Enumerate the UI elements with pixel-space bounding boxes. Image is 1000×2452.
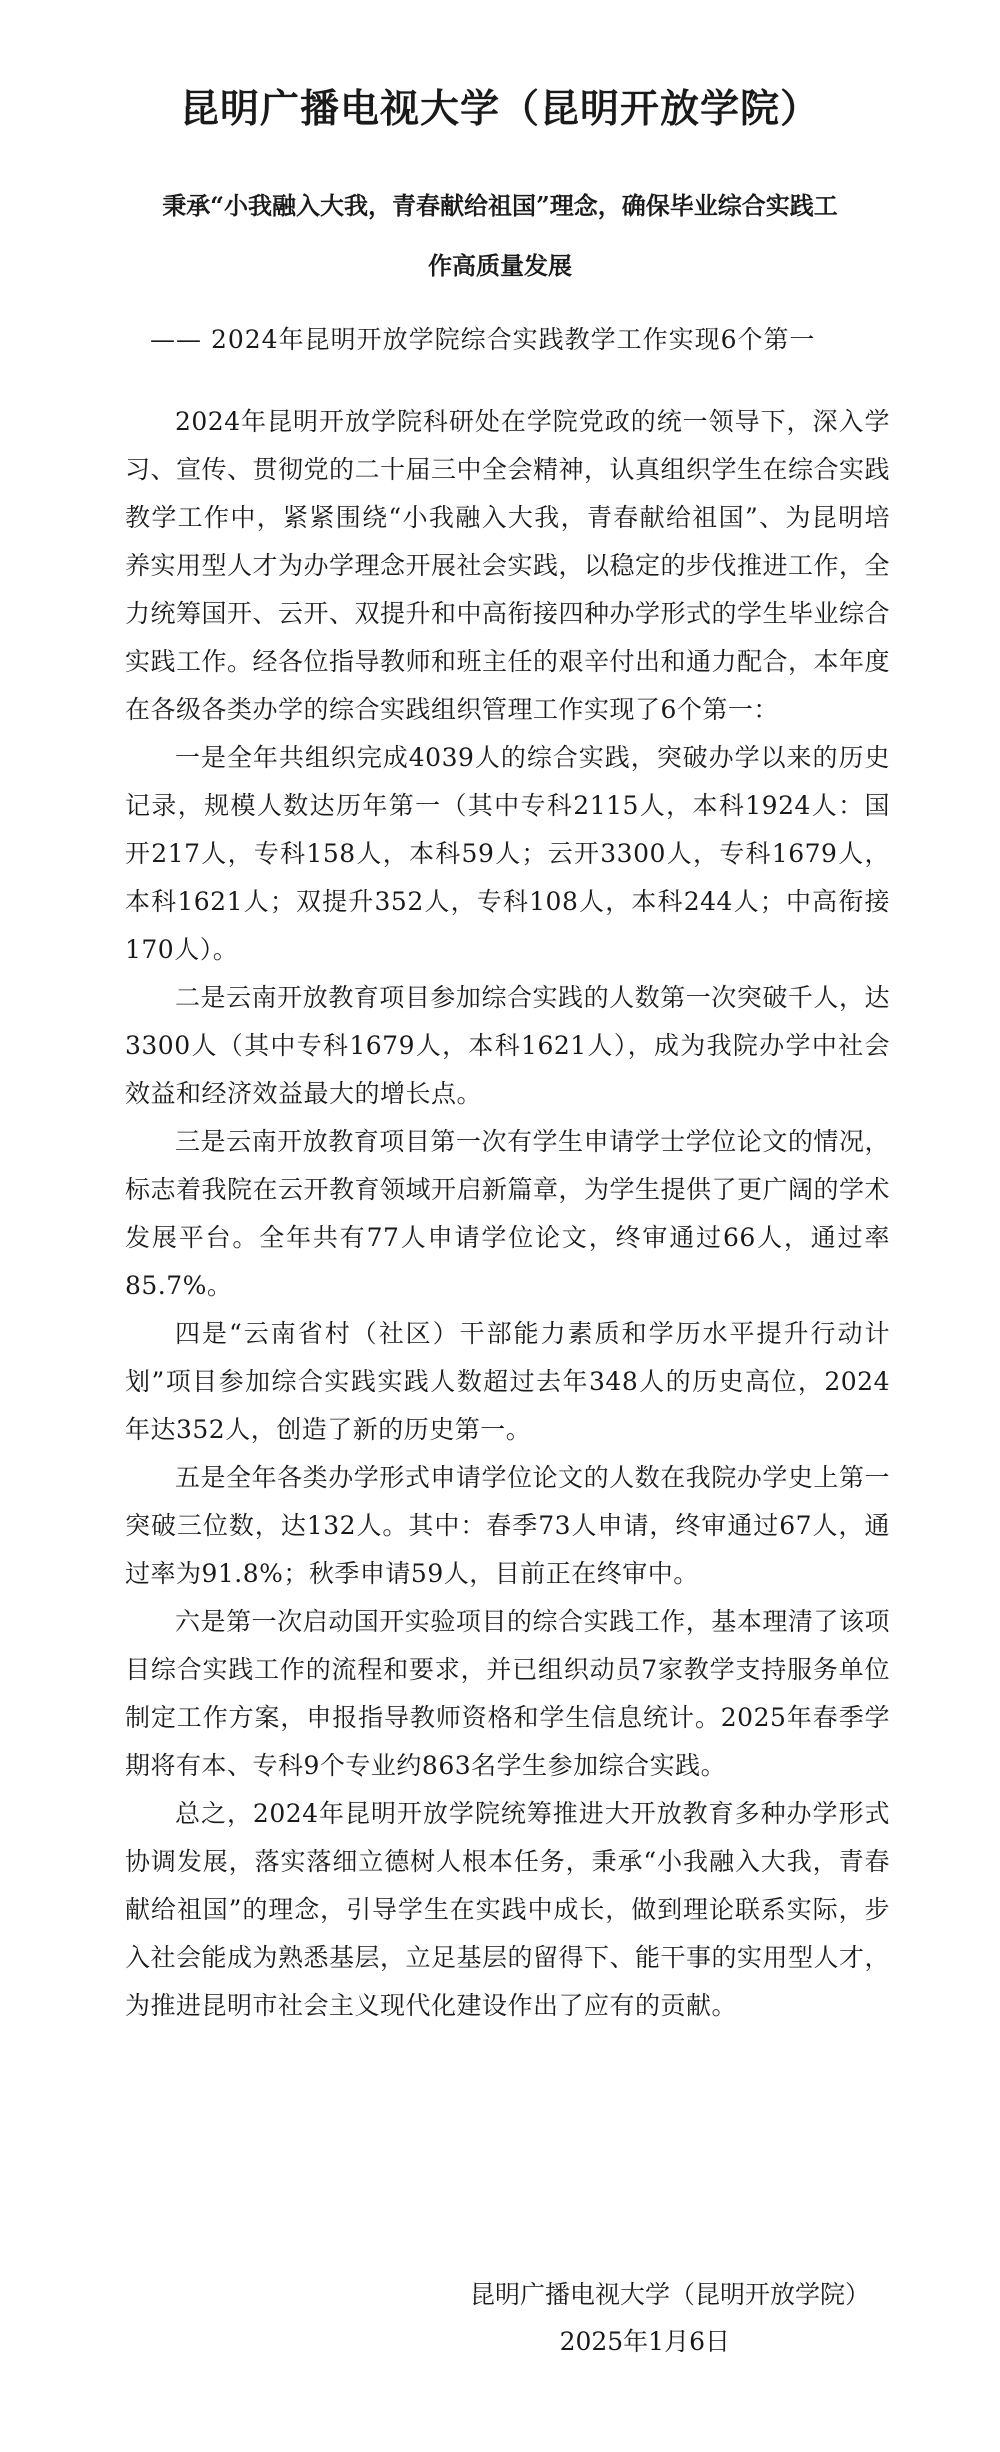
signature-date: 2025年1月6日: [559, 2327, 730, 2356]
third-point-paragraph: 三是云南开放教育项目第一次有学生申请学士学位论文的情况，标志着我院在云开教育领域开启新篇章，为学生提供了更广阔的学术发展平台。全年共有77人申请学位论文，终审通过66人，通过率85.7%。: [125, 1127, 891, 1300]
document-subtitle: 秉承“小我融入大我，青春献给祖国”理念，确保毕业综合实践工作高质量发展: [162, 191, 838, 280]
fifth-point-paragraph: 五是全年各类办学形式申请学位论文的人数在我院办学史上第一突破三位数，达132人。其中：春季73人申请，终审通过67人，通过率为91.8%；秋季申请59人，目前正在终审中。: [125, 1463, 890, 1588]
document-dash-heading: —— 2024年昆明开放学院综合实践教学工作实现6个第一: [150, 325, 816, 354]
document-body: [125, 398, 890, 2030]
fourth-point-paragraph: 四是“云南省村（社区）干部能力素质和学历水平提升行动计划”项目参加综合实践实践人数超过去年348人的历史高位，2024年达352人，创造了新的历史第一。: [125, 1319, 890, 1444]
signature-organization: 昆明广播电视大学（昆明开放学院）: [469, 2280, 870, 2309]
first-point-paragraph: 一是全年共组织完成4039人的综合实践，突破办学以来的历史记录，规模人数达历年第一（其中专科2115人，本科1924人：国开217人，专科158人，本科59人；云开3300人，专科1679人，本科1621人；双提升352人，专科108人，本科244人；中高衔接170人）。: [125, 743, 890, 964]
conclusion-paragraph: 总之，2024年昆明开放学院统筹推进大开放教育多种办学形式协调发展，落实落细立德树人根本任务，秉承“小我融入大我，青春献给祖国”的理念，引导学生在实践中成长，做到理论联系实际，步入社会能成为熟悉基层，立足基层的留得下、能干事的实用型人才，为推进昆明市社会主义现代化建设作出了应有的贡献。: [125, 1799, 891, 2020]
document-title: 昆明广播电视大学（昆明开放学院）: [179, 86, 820, 132]
intro-paragraph: 2024年昆明开放学院科研处在学院党政的统一领导下，深入学习、宣传、贯彻党的二十届三中全会精神，认真组织学生在综合实践教学工作中，紧紧围绕“小我融入大我，青春献给祖国”、为昆明培养实用型人才为办学理念开展社会实践，以稳定的步伐推进工作，全力统筹国开、云开、双提升和中高衔接四种办学形式的学生毕业综合实践工作。经各位指导教师和班主任的艰辛付出和通力配合，本年度在各级各类办学的综合实践组织管理工作实现了6个第一：: [125, 407, 891, 724]
second-point-paragraph: 二是云南开放教育项目参加综合实践的人数第一次突破千人，达3300人（其中专科1679人，本科1621人），成为我院办学中社会效益和经济效益最大的增长点。: [125, 983, 890, 1108]
sixth-point-paragraph: 六是第一次启动国开实验项目的综合实践工作，基本理清了该项目综合实践工作的流程和要求，并已组织动员7家教学支持服务单位制定工作方案，申报指导教师资格和学生信息统计。2025年春季学期将有本、专科9个专业约863名学生参加综合实践。: [125, 1607, 890, 1780]
